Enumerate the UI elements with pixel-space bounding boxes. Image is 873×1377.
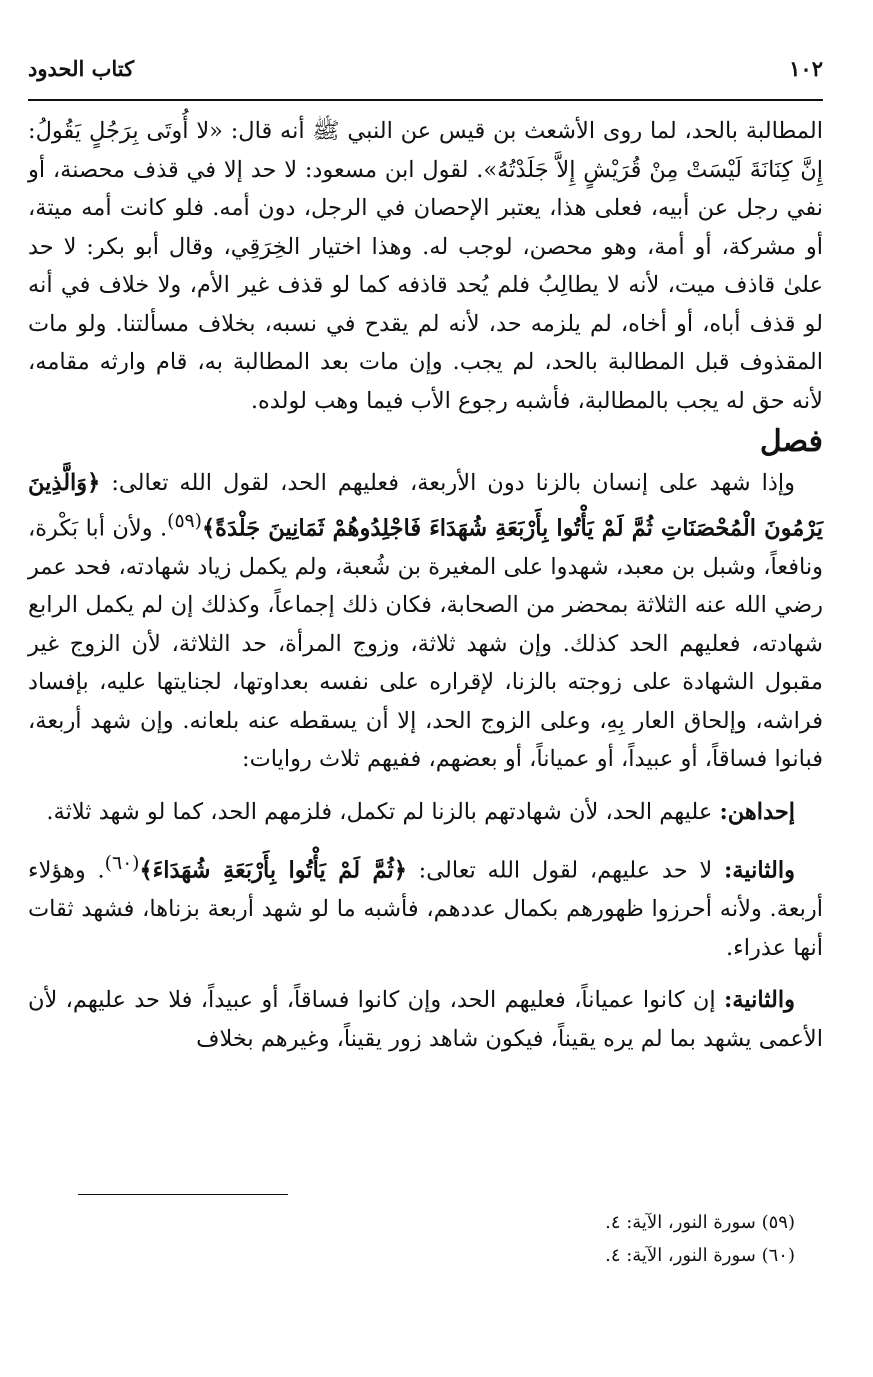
paragraph-4-lead: والثانية: — [723, 857, 795, 884]
paragraph-3-text: عليهم الحد، لأن شهادتهم بالزنا لم تكمل، فلزمهم الحد، كما لو شهد ثلاثة. — [46, 798, 720, 825]
paragraph-2 — [28, 464, 823, 779]
quran-verse: ﴿ثُمَّ لَمْ يَأْتُوا بِأَرْبَعَةِ شُهَدَاءَ﴾ — [139, 857, 407, 884]
paragraph-4 — [28, 845, 823, 967]
header-divider — [28, 99, 823, 101]
book-title: كتاب الحدود — [28, 55, 135, 81]
paragraph-2-text: . ولأن أبا بَكْرة، ونافعاً، وشبل بن معبد، شهدوا على المغيرة بن شُعبة، ولم يكمل زياد شهادته، فحد عمر رضي الله عنه الثلاثة بمحضر من الصحابة، فكان ذلك إجماعاً، وكذلك إن لم يكمل الرابع شهادته، فعليهم الحد كذلك. وإن شهد ثلاثة، وزوج المرأة، حد الثلاثة، لأن الزوج غير مقبول الشهادة على زوجته بالزنا، لإقراره على نفسه بعداوتها، لجنايتها عليه، بإفساد فراشه، وإلحاق العار بِهِ، وعلى الزوج الحد، إلا أن يسقطه عنه بلعانه. وإن شهد أربعة، فبانوا فساقاً، أو عبيداً، أو عمياناً، أو بعضهم، ففيهم ثلاث روايات: — [28, 515, 823, 772]
running-header — [28, 48, 823, 88]
paragraph-3-lead: إحداهن: — [719, 798, 795, 825]
paragraph-5-text: إن كانوا عمياناً، فعليهم الحد، وإن كانوا فساقاً، أو عبيداً، فلا حد عليهم، لأن الأعمى يشهد بما لم يره يقيناً، فيكون شاهد زور يقيناً، وغيرهم بخلاف — [28, 987, 823, 1052]
paragraph-4-rest: . وهؤلاء أربعة. ولأنه أحرزوا ظهورهم بكمال عددهم، فأشبه ما لو شهد أربعة بزناها، فشهد ثقات أنها عذراء. — [28, 857, 823, 961]
footnote-ref: (٥٩) — [167, 510, 202, 532]
footnote-60: (٦٠) سورة النور، الآية: ٤. — [605, 1245, 795, 1266]
paragraph-5-lead: والثانية: — [723, 987, 795, 1013]
paragraph-2-intro: وإذا شهد على إنسان بالزنا دون الأربعة، فعليهم الحد، لقول الله تعالى: — [111, 470, 795, 496]
paragraph-5 — [28, 981, 823, 1058]
paragraph-3 — [28, 793, 823, 832]
footnotes — [420, 1206, 795, 1272]
footnote-59: (٥٩) سورة النور، الآية: ٤. — [605, 1212, 795, 1233]
footnote-ref: (٦٠) — [104, 853, 140, 874]
page-number: ١٠٢ — [789, 55, 823, 81]
main-text — [28, 112, 823, 1058]
paragraph-4-text: لا حد عليهم، لقول الله تعالى: — [406, 857, 724, 884]
section-heading: فصل — [759, 424, 823, 459]
paragraph-1: المطالبة بالحد، لما روى الأشعث بن قيس عن النبي ﷺ أنه قال: «لا أُوتَى بِرَجُلٍ يَقُولُ: إِنَّ كِنَانَةَ لَيْسَتْ مِنْ قُرَيْشٍ إِلاَّ جَلَدْتُهُ». لقول ابن مسعود: لا حد إلا في قذف محصنة، أو نفي رجل عن أبيه، فعلى هذا، يعتبر الإحصان في الرجل، دون أمه. فلو كانت أمه ميتة، أو مشركة، أو أمة، وهو محصن، لوجب له. وهذا اختيار الخِرَقِي، وقال أبو بكر: لا حد علىٰ قاذف ميت، لأنه لا يطالِبُ فلم يُحد قاذفه كما لو قذف غير الأم، ولا خلاف في أنه لو قذف أباه، أو أخاه، لم يلزمه حد، لأنه لم يقدح في نسبه، بخلاف مسألتنا. ولو مات المقذوف قبل المطالبة بالحد، لم يجب. وإن مات بعد المطالبة به، قام وارثه مقامه، لأنه حق له يجب بالمطالبة، فأشبه رجوع الأب فيما وهب لولده. — [28, 118, 823, 414]
quran-verse: ﴿وَالَّذِينَ يَرْمُونَ الْمُحْصَنَاتِ ثُمَّ لَمْ يَأْتُوا بِأَرْبَعَةِ شُهَدَاءَ فَاجْلِدُوهُمْ ثَمَانِينَ جَلْدَةً﴾ — [28, 470, 823, 541]
footnote-divider — [78, 1194, 288, 1195]
